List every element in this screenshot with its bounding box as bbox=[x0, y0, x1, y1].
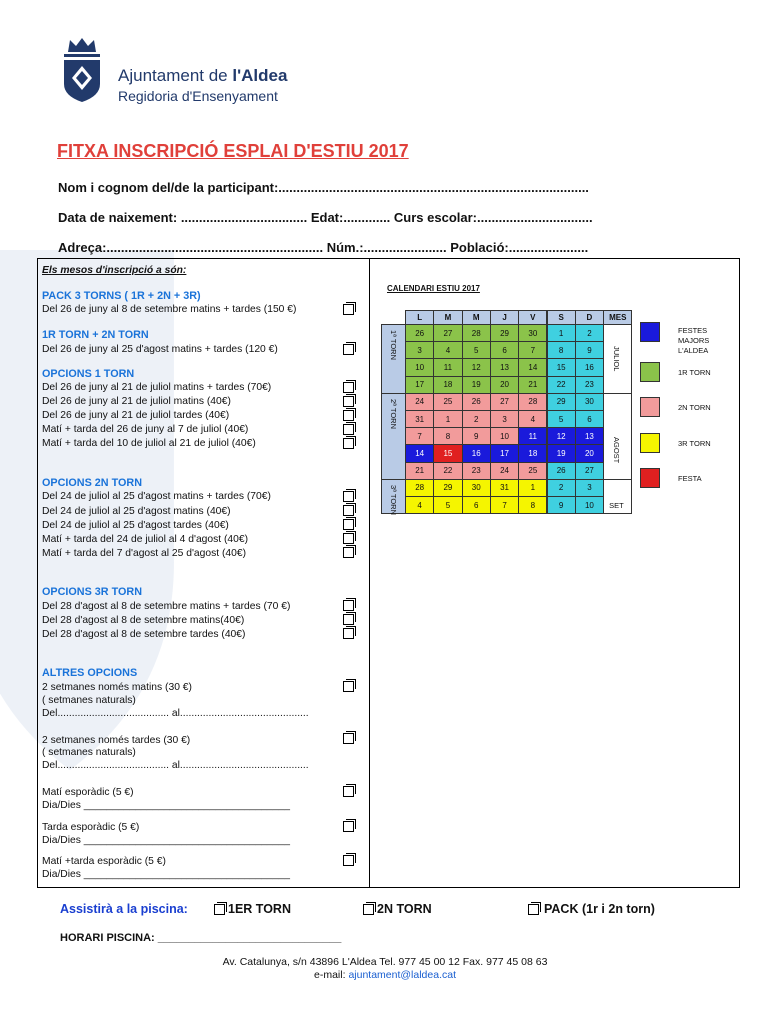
calendar-day-cell: 9 bbox=[462, 427, 491, 445]
calendar-day-cell: 24 bbox=[405, 393, 434, 411]
o3-option: Del 28 d'agost al 8 de setembre tardes (40€) bbox=[42, 629, 246, 640]
calendar-header-cell: V bbox=[518, 310, 547, 325]
legend-swatch bbox=[640, 433, 660, 453]
alt-title: ALTRES OPCIONS bbox=[42, 667, 138, 679]
calendar-day-cell: 4 bbox=[518, 410, 547, 428]
calendar-day-cell: 5 bbox=[547, 410, 576, 428]
pool-1er-label: 1ER TORN bbox=[228, 902, 291, 916]
calendar-day-cell: 7 bbox=[518, 341, 547, 359]
calendar-day-cell: 10 bbox=[405, 358, 434, 376]
o1-option: Del 26 de juny al 21 de juliol matins (40€) bbox=[42, 396, 231, 407]
calendar-day-cell: 31 bbox=[405, 410, 434, 428]
calendar-day-cell: 16 bbox=[575, 358, 604, 376]
alt-days-field[interactable]: Dia/Dies ____________________________________ bbox=[42, 869, 290, 880]
calendar-day-cell: 26 bbox=[547, 462, 576, 480]
calendar-day-cell: 20 bbox=[575, 444, 604, 462]
calendar-day-cell: 3 bbox=[575, 479, 604, 497]
o3-option: Del 28 d'agost al 8 de setembre matins + tardes (70 €) bbox=[42, 601, 291, 612]
calendar-day-cell: 10 bbox=[575, 496, 604, 514]
pool-label: Assistirà a la piscina: bbox=[60, 902, 188, 916]
o1-title: OPCIONS 1 TORN bbox=[42, 368, 135, 380]
org-subtitle: Regidoria d'Ensenyament bbox=[118, 88, 278, 104]
alt-date-field[interactable]: Del....................................... al............................................. bbox=[42, 760, 309, 771]
torn-label: 1ª TORN bbox=[389, 330, 398, 361]
calendar-day-cell: 1 bbox=[433, 410, 462, 428]
o3-option: Del 28 d'agost al 8 de setembre matins(40€) bbox=[42, 615, 245, 626]
o1-checkbox[interactable] bbox=[343, 382, 354, 393]
pool-schedule-field[interactable]: HORARI PISCINA: ______________________________ bbox=[60, 932, 342, 944]
email-link[interactable]: ajuntament@laldea.cat bbox=[348, 969, 456, 981]
calendar-day-cell: 1 bbox=[547, 324, 576, 342]
alt-checkbox[interactable] bbox=[343, 681, 354, 692]
calendar-day-cell: 8 bbox=[547, 341, 576, 359]
calendar-day-cell: 13 bbox=[490, 358, 519, 376]
o2-checkbox[interactable] bbox=[343, 505, 354, 516]
alt-checkbox[interactable] bbox=[343, 786, 354, 797]
o1-option: Matí + tarda del 10 de juliol al 21 de juliol (40€) bbox=[42, 438, 256, 449]
o1-checkbox[interactable] bbox=[343, 396, 354, 407]
calendar-day-cell: 29 bbox=[490, 324, 519, 342]
legend-label: 1R TORN bbox=[678, 368, 711, 377]
aldea-logo-icon bbox=[58, 38, 106, 104]
pack-title: PACK 3 TORNS ( 1R + 2N + 3R) bbox=[42, 290, 201, 302]
alt-date-field[interactable]: Del....................................... al............................................. bbox=[42, 708, 309, 719]
calendar-day-cell: 24 bbox=[490, 462, 519, 480]
footer-address: Av. Catalunya, s/n 43896 L'Aldea Tel. 977 45 00 12 Fax. 977 45 08 63 bbox=[222, 956, 548, 968]
calendar-day-cell: 26 bbox=[405, 324, 434, 342]
alt-option-label: 2 setmanes només tardes (30 €) bbox=[42, 735, 191, 746]
month-label: AGOST bbox=[612, 436, 622, 464]
calendar-header-cell: M bbox=[433, 310, 462, 325]
org-name: Ajuntament de l'Aldea bbox=[118, 66, 288, 85]
alt-checkbox[interactable] bbox=[343, 855, 354, 866]
calendar-day-cell: 11 bbox=[433, 358, 462, 376]
calendar-day-cell: 30 bbox=[518, 324, 547, 342]
alt-option-note: ( setmanes naturals) bbox=[42, 695, 136, 706]
footer-email-line: e-mail: ajuntament@laldea.cat bbox=[314, 969, 456, 981]
calendar-day-cell: 7 bbox=[490, 496, 519, 514]
o3-checkbox[interactable] bbox=[343, 614, 354, 625]
torn-label: 3ª TORN bbox=[389, 484, 398, 515]
calendar-day-cell: 7 bbox=[405, 427, 434, 445]
calendar-day-cell: 25 bbox=[518, 462, 547, 480]
pool-pack-checkbox[interactable] bbox=[528, 904, 539, 915]
calendar-day-cell: 2 bbox=[547, 479, 576, 497]
calendar-day-cell: 17 bbox=[405, 376, 434, 394]
calendar-day-cell: 4 bbox=[433, 341, 462, 359]
calendar-day-cell: 4 bbox=[405, 496, 434, 514]
calendar-header-cell: D bbox=[575, 310, 604, 325]
calendar-day-cell: 19 bbox=[462, 376, 491, 394]
alt-days-field[interactable]: Dia/Dies ____________________________________ bbox=[42, 835, 290, 846]
legend-swatch bbox=[640, 468, 660, 488]
calendar-day-cell: 9 bbox=[547, 496, 576, 514]
o2-option: Del 24 de juliol al 25 d'agost matins (40€) bbox=[42, 506, 231, 517]
o1-option: Del 26 de juny al 21 de juliol matins + tardes (70€) bbox=[42, 382, 272, 393]
calendar-day-cell: 6 bbox=[490, 341, 519, 359]
alt-option-label: 2 setmanes només matins (30 €) bbox=[42, 682, 192, 693]
o2-checkbox[interactable] bbox=[343, 491, 354, 502]
calendar-day-cell: 12 bbox=[547, 427, 576, 445]
legend-swatch bbox=[640, 322, 660, 342]
intro-text: Els mesos d'inscripció a són: bbox=[42, 265, 187, 276]
calendar-title: CALENDARI ESTIU 2017 bbox=[387, 284, 480, 293]
alt-checkbox[interactable] bbox=[343, 821, 354, 832]
t12-title: 1R TORN + 2N TORN bbox=[42, 329, 149, 341]
legend-swatch bbox=[640, 397, 660, 417]
alt-option-label: Matí esporàdic (5 €) bbox=[42, 787, 134, 798]
o3-checkbox[interactable] bbox=[343, 600, 354, 611]
calendar-day-cell: 23 bbox=[462, 462, 491, 480]
o2-option: Del 24 de juliol al 25 d'agost tardes (40€) bbox=[42, 520, 229, 531]
legend-label: 3R TORN bbox=[678, 439, 711, 448]
o2-title: OPCIONS 2N TORN bbox=[42, 477, 142, 489]
calendar-day-cell: 23 bbox=[575, 376, 604, 394]
o2-checkbox[interactable] bbox=[343, 547, 354, 558]
calendar-day-cell: 2 bbox=[575, 324, 604, 342]
calendar-day-cell: 15 bbox=[547, 358, 576, 376]
calendar-day-cell: 27 bbox=[433, 324, 462, 342]
calendar-day-cell: 18 bbox=[433, 376, 462, 394]
calendar-day-cell: 15 bbox=[433, 444, 462, 462]
t12-option: Del 26 de juny al 25 d'agost matins + tardes (120 €) bbox=[42, 344, 278, 355]
calendar-day-cell: 20 bbox=[490, 376, 519, 394]
calendar-day-cell: 28 bbox=[518, 393, 547, 411]
calendar-day-cell: 27 bbox=[575, 462, 604, 480]
legend-label: 2N TORN bbox=[678, 403, 711, 412]
o2-option: Matí + tarda del 7 d'agost al 25 d'agost (40€) bbox=[42, 548, 246, 559]
calendar-day-cell: 30 bbox=[575, 393, 604, 411]
calendar-day-cell: 10 bbox=[490, 427, 519, 445]
calendar-day-cell: 6 bbox=[575, 410, 604, 428]
pool-2n-label: 2N TORN bbox=[377, 902, 432, 916]
calendar-day-cell: 14 bbox=[518, 358, 547, 376]
calendar-header-cell: S bbox=[547, 310, 576, 325]
calendar-day-cell: 21 bbox=[405, 462, 434, 480]
calendar-day-cell: 22 bbox=[547, 376, 576, 394]
o1-option: Matí + tarda del 26 de juny al 7 de juliol (40€) bbox=[42, 424, 249, 435]
box-divider bbox=[369, 258, 370, 888]
calendar-day-cell: 8 bbox=[433, 427, 462, 445]
calendar-day-cell: 8 bbox=[518, 496, 547, 514]
pool-2n-checkbox[interactable] bbox=[363, 904, 374, 915]
legend-label: FESTES MAJORS L'ALDEA bbox=[678, 326, 710, 355]
address-field[interactable]: Adreça:............................................................ Núm.:....................... Població:...................... bbox=[58, 240, 589, 255]
t12-checkbox[interactable] bbox=[343, 344, 354, 355]
calendar-day-cell: 29 bbox=[433, 479, 462, 497]
calendar-day-cell: 27 bbox=[490, 393, 519, 411]
legend-swatch bbox=[640, 362, 660, 382]
calendar-header-cell: J bbox=[490, 310, 519, 325]
alt-checkbox[interactable] bbox=[343, 733, 354, 744]
o3-checkbox[interactable] bbox=[343, 628, 354, 639]
pool-pack-label: PACK (1r i 2n torn) bbox=[544, 902, 655, 916]
o2-option: Del 24 de juliol al 25 d'agost matins + tardes (70€) bbox=[42, 491, 271, 502]
form-title: FITXA INSCRIPCIÓ ESPLAI D'ESTIU 2017 bbox=[57, 141, 409, 161]
alt-option-label: Matí +tarda esporàdic (5 €) bbox=[42, 856, 166, 867]
calendar-day-cell: 29 bbox=[547, 393, 576, 411]
participant-name-field[interactable]: Nom i cognom del/de la participant:...................................................................................... bbox=[58, 180, 589, 195]
calendar-day-cell: 3 bbox=[405, 341, 434, 359]
calendar-day-cell: 31 bbox=[490, 479, 519, 497]
calendar-day-cell: 22 bbox=[433, 462, 462, 480]
birth-age-course-field[interactable]: Data de naixement: ................................... Edat:............. Curs escolar:................................ bbox=[58, 210, 593, 225]
o1-option: Del 26 de juny al 21 de juliol tardes (40€) bbox=[42, 410, 230, 421]
calendar-day-cell: 1 bbox=[518, 479, 547, 497]
alt-option-label: Tarda esporàdic (5 €) bbox=[42, 822, 140, 833]
calendar-day-cell: 17 bbox=[490, 444, 519, 462]
calendar-day-cell: 28 bbox=[462, 324, 491, 342]
calendar-day-cell: 13 bbox=[575, 427, 604, 445]
calendar-day-cell: 16 bbox=[462, 444, 491, 462]
calendar-day-cell: 26 bbox=[462, 393, 491, 411]
calendar-day-cell: 18 bbox=[518, 444, 547, 462]
calendar-day-cell: 6 bbox=[462, 496, 491, 514]
o1-checkbox[interactable] bbox=[343, 438, 354, 449]
o2-option: Matí + tarda del 24 de juliol al 4 d'agost (40€) bbox=[42, 534, 249, 545]
month-label: JULIOL bbox=[612, 346, 622, 372]
o2-checkbox[interactable] bbox=[343, 519, 354, 530]
calendar-day-cell: 2 bbox=[462, 410, 491, 428]
pack-option: Del 26 de juny al 8 de setembre matins + tardes (150 €) bbox=[42, 304, 297, 315]
month-label: SET bbox=[609, 501, 624, 510]
o1-checkbox[interactable] bbox=[343, 410, 354, 421]
alt-option-note: ( setmanes naturals) bbox=[42, 747, 136, 758]
calendar-day-cell: 30 bbox=[462, 479, 491, 497]
pack-checkbox[interactable] bbox=[343, 304, 354, 315]
calendar-header-cell: M bbox=[462, 310, 491, 325]
o3-title: OPCIONS 3R TORN bbox=[42, 586, 142, 598]
calendar-day-cell: 3 bbox=[490, 410, 519, 428]
calendar-day-cell: 9 bbox=[575, 341, 604, 359]
torn-label: 2ª TORN bbox=[389, 398, 398, 429]
calendar-day-cell: 11 bbox=[518, 427, 547, 445]
calendar-header-cell: MES bbox=[603, 310, 632, 325]
calendar-day-cell: 12 bbox=[462, 358, 491, 376]
o2-checkbox[interactable] bbox=[343, 533, 354, 544]
alt-days-field[interactable]: Dia/Dies ____________________________________ bbox=[42, 800, 290, 811]
calendar-header-cell: L bbox=[405, 310, 434, 325]
calendar-day-cell: 19 bbox=[547, 444, 576, 462]
calendar-day-cell: 14 bbox=[405, 444, 434, 462]
pool-1er-checkbox[interactable] bbox=[214, 904, 225, 915]
legend-label: FESTA bbox=[678, 474, 702, 483]
calendar-day-cell: 21 bbox=[518, 376, 547, 394]
calendar-day-cell: 5 bbox=[433, 496, 462, 514]
calendar-day-cell: 25 bbox=[433, 393, 462, 411]
calendar-day-cell: 5 bbox=[462, 341, 491, 359]
o1-checkbox[interactable] bbox=[343, 424, 354, 435]
calendar-day-cell: 28 bbox=[405, 479, 434, 497]
